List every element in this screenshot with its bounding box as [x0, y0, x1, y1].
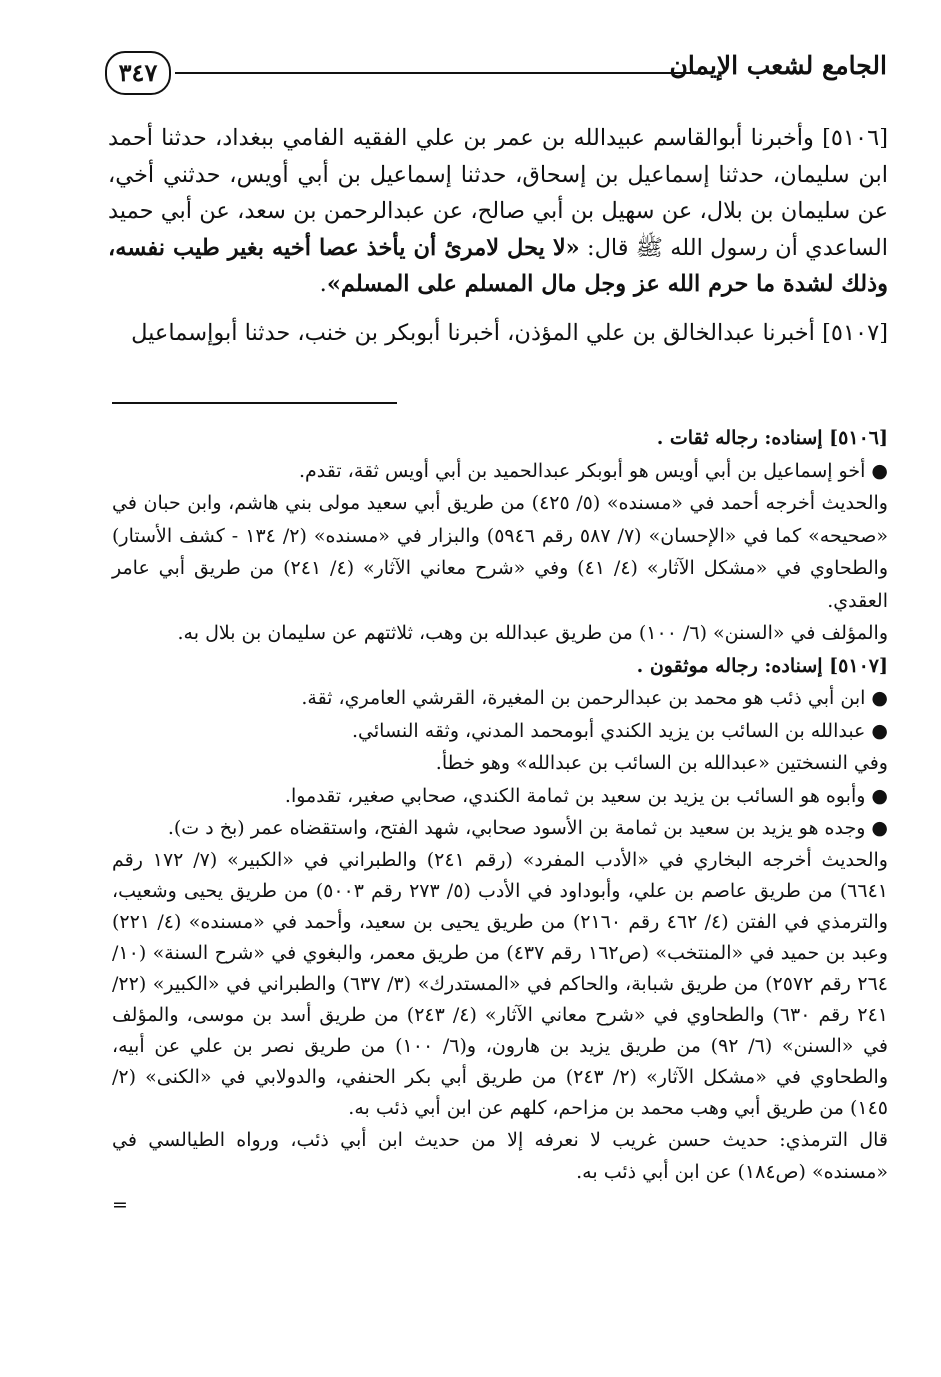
footnotes: [112, 422, 888, 1221]
hadith-number: [٥١٠٦]: [822, 125, 888, 151]
footnote-paragraph: قال الترمذي: حديث حسن غريب لا نعرفه إلا من حديث ابن أبي ذئب، ورواه الطيالسي في «مسنده» (ص١٨٤) عن ابن أبي ذئب به.: [112, 1128, 888, 1183]
bullet-icon: ●: [871, 817, 888, 839]
footnote-bullet: [112, 780, 888, 813]
footnote-heading-5107: [٥١٠٧] إسناده: رجاله موثقون .: [636, 654, 888, 677]
footnote-divider: [112, 402, 397, 404]
page-header: [105, 45, 887, 101]
footnote-bullet-text: وجده هو يزيد بن سعيد بن ثمامة بن الأسود صحابي، شهد الفتح، واستقضاه عمر (بخ د ت).: [167, 817, 866, 839]
footnote-heading-5106: [٥١٠٦] إسناده: رجاله ثقات .: [656, 427, 888, 449]
bullet-icon: ●: [871, 719, 888, 742]
hadith-5106: [108, 120, 888, 303]
footnote-bullet: [112, 682, 888, 715]
hadith-5107: [108, 315, 888, 352]
hadith-number: [٥١٠٧]: [822, 319, 888, 346]
footnote-bullet: [112, 812, 888, 845]
main-text: [108, 120, 888, 351]
running-title: الجامع لشعب الإيمان: [669, 51, 887, 80]
isnad-text: أخبرنا عبدالخالق بن علي المؤذن، أخبرنا أبوبكر بن خنب، حدثنا أبوإسماعيل: [131, 319, 823, 346]
continuation-mark: =: [112, 1193, 128, 1216]
page-number: ٣٤٧: [105, 51, 171, 95]
footnote-bullet: [112, 455, 888, 488]
bullet-icon: ●: [871, 784, 888, 807]
header-rule: [175, 72, 691, 74]
hadith-quote: «لا يحل لامرئ أن يأخذ عصا أخيه بغير طيب نفسه، وذلك لشدة ما حرم الله عز وجل مال المسلم على المسلم»: [108, 234, 888, 297]
footnote-bullet-text: أخو إسماعيل بن أبي أويس هو أبوبكر عبدالحميد بن أبي أويس ثقة، تقدم.: [298, 459, 866, 482]
hadith-end: .: [319, 271, 327, 297]
bullet-icon: ●: [871, 459, 888, 482]
footnote-bullet-text: وأبوه هو السائب بن يزيد بن سعيد بن ثمامة الكندي، صحابي صغير، تقدموا.: [284, 784, 866, 807]
footnote-paragraph: والحديث أخرجه البخاري في «الأدب المفرد» (رقم ٢٤١) والطبراني في «الكبير» (٧/ ١٧٢ رقم ٦٦٤١) من طريق عاصم بن علي، وأبوداود في الأدب (٥/ ٢٧٣ رقم ٥٠٠٣) من طريق يحيى وشعيب، والترمذي في الفتن (٤/ ٤٦٢ رقم ٢١٦٠) من طريق يحيى بن سعيد، وأحمد في «مسنده» (٤/ ٢٢١) وعبد بن حميد في «المنتخب» (ص١٦٢ رقم ٤٣٧) من طريق معمر، والبغوي في «شرح السنة» (١٠/ ٢٦٤ رقم ٢٥٧٢) من طريق شبابة، والحاكم في «المستدرك» (٣/ ٦٣٧) والطبراني في «الكبير» (٢٢/ ٢٤١ رقم ٦٣٠) والطحاوي في «شرح معاني الآثار» (٤/ ٢٤٣) من طريق أسد بن موسى، والمؤلف في «السنن» (٦/ ٩٢) من طريق يزيد بن هارون، و(٦/ ١٠٠) من طريق نصر بن علي عن أبيه، والطحاوي في «مشكل الآثار» (٢/ ٢٤٣) من طريق أبي بكر الحنفي، والدولابي في «الكنى» (٢/ ١٤٥) من طريق أبي وهب محمد بن مزاحم، كلهم عن ابن أبي ذئب به.: [112, 848, 889, 1119]
isnad-text: وأخبرنا أبوالقاسم عبيدالله بن عمر بن علي الفقيه الفامي ببغداد، حدثنا أحمد ابن سليمان، حدثنا إسماعيل بن إسحاق، حدثنا إسماعيل بن أبي أويس، حدثني أخي، عن سليمان بن بلال، عن سهيل بن أبي صالح، عن عبدالرحمن بن سعد، عن أبي حميد الساعدي أن رسول الله ﷺ قال:: [108, 125, 888, 261]
footnote-paragraph: والحديث أخرجه أحمد في «مسنده» (٥/ ٤٢٥) من طريق أبي سعيد مولى بني هاشم، وابن حبان في «صحيحه» كما في «الإحسان» (٧/ ٥٨٧ رقم ٥٩٤٦) والبزار في «مسنده» (٢/ ١٣٤ - كشف الأستار) والطحاوي في «مشكل الآثار» (٤/ ٤١) وفي «شرح معاني الآثار» (٤/ ٢٤١) من طريق أبي عامر العقدي.: [112, 492, 888, 612]
footnote-bullet: [112, 715, 888, 748]
footnote-bullet-text: عبدالله بن السائب بن يزيد الكندي أبومحمد المدني، وثقه النسائي.: [352, 719, 866, 742]
footnote-paragraph: وفي النسختين «عبدالله بن السائب بن عبدالله» وهو خطأ.: [435, 752, 888, 774]
footnote-paragraph: والمؤلف في «السنن» (٦/ ١٠٠) من طريق عبدالله بن وهب، ثلاثتهم عن سليمان بن بلال به.: [177, 622, 888, 644]
bullet-icon: ●: [871, 687, 888, 709]
footnote-bullet-text: ابن أبي ذئب هو محمد بن عبدالرحمن بن المغيرة، القرشي العامري، ثقة.: [301, 687, 866, 709]
